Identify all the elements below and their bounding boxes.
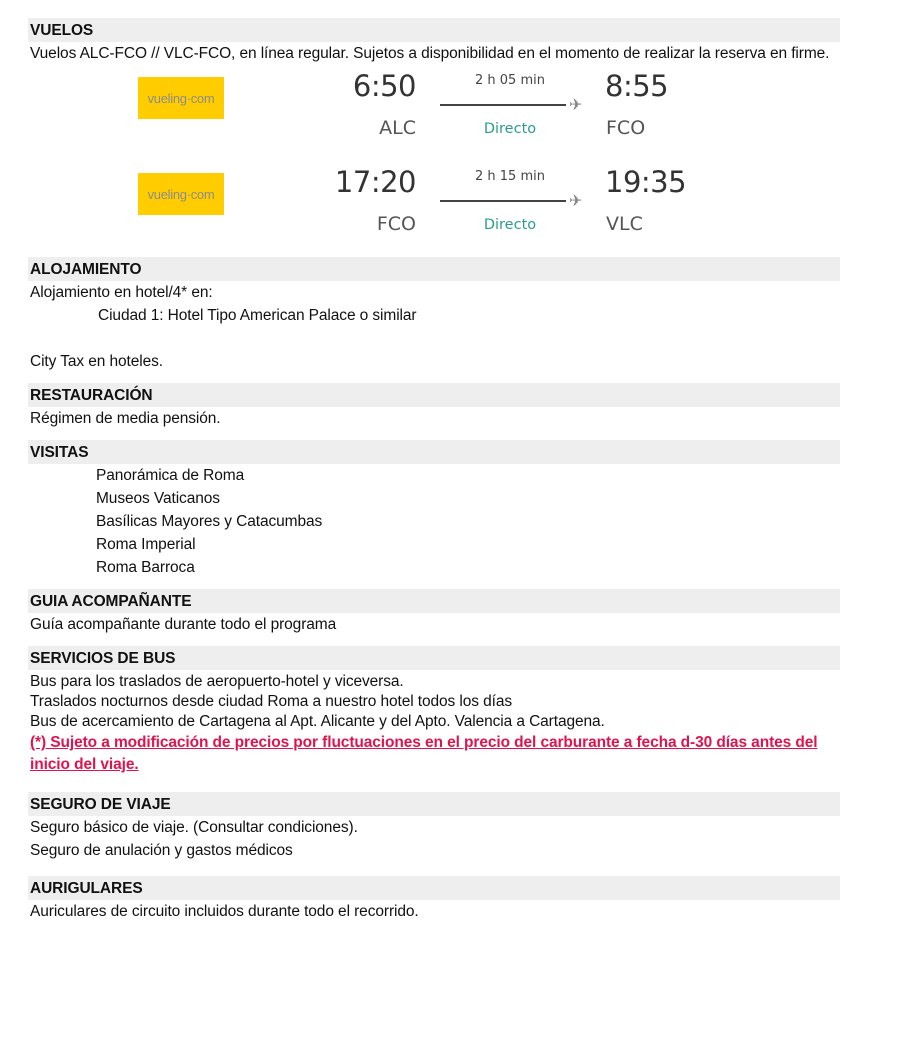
itinerary-document	[28, 18, 840, 923]
flight-row-return	[28, 161, 840, 257]
alojamiento-line: Alojamiento en hotel/4* en:	[30, 284, 213, 301]
section-title-bus: SERVICIOS DE BUS	[28, 646, 840, 670]
arrival-time: 19:35	[605, 165, 687, 199]
seguro-line: Seguro básico de viaje. (Consultar condiciones).	[30, 819, 358, 836]
fuel-surcharge-warning-cont: inicio del viaje.	[30, 756, 139, 773]
visita-item: Basílicas Mayores y Catacumbas	[96, 513, 323, 530]
departure-airport: ALC	[379, 117, 416, 139]
flight-stops: Directo	[483, 121, 537, 137]
plane-icon: ✈	[569, 191, 583, 210]
route-line	[440, 104, 566, 106]
bus-line: Bus de acercamiento de Cartagena al Apt. Alicante y del Apto. Valencia a Cartagena.	[30, 713, 605, 730]
bus-line: Traslados nocturnos desde ciudad Roma a nuestro hotel todos los días	[30, 693, 513, 710]
route-line	[440, 200, 566, 202]
section-title-guia: GUIA ACOMPAÑANTE	[28, 589, 840, 613]
bus-line: Bus para los traslados de aeropuerto-hotel y viceversa.	[30, 673, 404, 690]
section-title-restauracion: RESTAURACIÓN	[28, 383, 840, 407]
vuelos-description: Vuelos ALC-FCO // VLC-FCO, en línea regular. Sujetos a disponibilidad en el momento de realizar la reserva en firme.	[30, 45, 830, 62]
departure-airport: FCO	[376, 213, 416, 235]
visita-item: Panorámica de Roma	[96, 467, 245, 484]
flight-duration: 2 h 15 min	[475, 169, 545, 184]
flight-row-outbound	[28, 65, 840, 161]
visita-item: Roma Imperial	[96, 536, 196, 553]
departure-time: 6:50	[352, 69, 416, 103]
restauracion-line: Régimen de media pensión.	[30, 410, 221, 427]
plane-icon: ✈	[569, 95, 583, 114]
vueling-logo: vueling·com	[138, 77, 224, 119]
arrival-airport: VLC	[606, 213, 643, 235]
alojamiento-hotel: Ciudad 1: Hotel Tipo American Palace o similar	[98, 307, 417, 324]
vueling-logo: vueling·com	[138, 173, 224, 215]
section-title-vuelos: VUELOS	[28, 18, 840, 42]
flight-duration: 2 h 05 min	[475, 73, 545, 88]
visita-item: Museos Vaticanos	[96, 490, 220, 507]
section-title-visitas: VISITAS	[28, 440, 840, 464]
section-title-seguro: SEGURO DE VIAJE	[28, 792, 840, 816]
arrival-airport: FCO	[606, 117, 646, 139]
visita-item: Roma Barroca	[96, 559, 195, 576]
departure-time: 17:20	[334, 165, 416, 199]
flight-stops: Directo	[483, 217, 537, 233]
arrival-time: 8:55	[605, 69, 669, 103]
section-title-alojamiento: ALOJAMIENTO	[28, 257, 840, 281]
auriculares-line: Auriculares de circuito incluidos durante todo el recorrido.	[30, 903, 419, 920]
seguro-line: Seguro de anulación y gastos médicos	[30, 842, 293, 859]
guia-line: Guía acompañante durante todo el programa	[30, 616, 337, 633]
section-title-auriculares: AURIGULARES	[28, 876, 840, 900]
fuel-surcharge-warning: (*) Sujeto a modificación de precios por fluctuaciones en el precio del carburante a fecha d-30 días antes del	[30, 734, 818, 751]
city-tax-line: City Tax en hoteles.	[30, 353, 163, 370]
